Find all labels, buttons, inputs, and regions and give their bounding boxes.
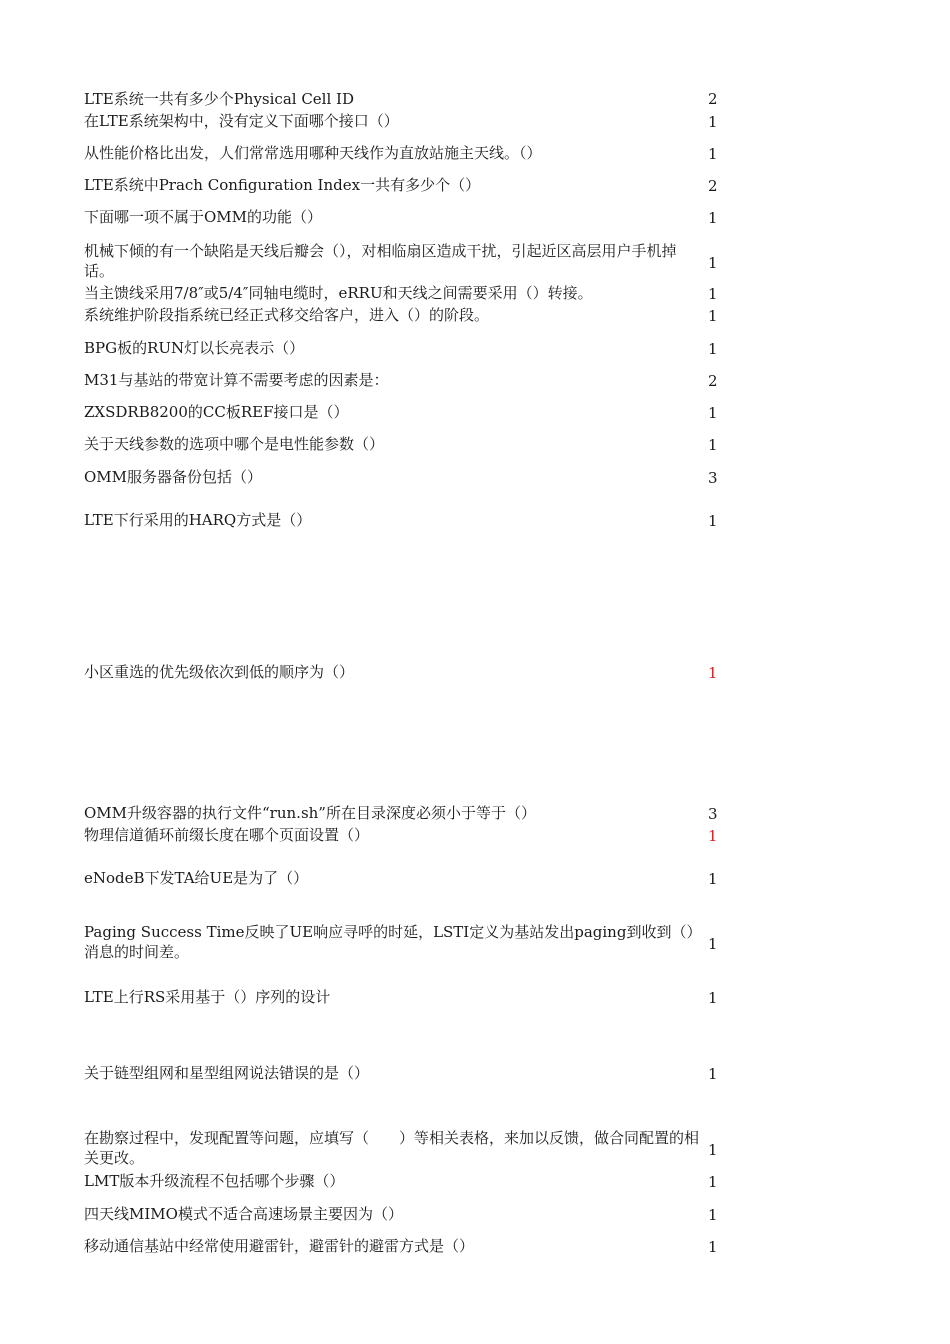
question-text: 四天线MIMO模式不适合高速场景主要因为（） <box>84 1205 403 1223</box>
question-text: LTE下行采用的HARQ方式是（） <box>84 511 312 529</box>
question-count: 1 <box>708 870 718 888</box>
question-count: 1 <box>708 827 718 845</box>
question-count: 1 <box>708 145 718 163</box>
question-count: 1 <box>708 935 718 953</box>
question-text: 当主馈线采用7/8″或5/4″同轴电缆时，eRRU和天线之间需要采用（）转接。 <box>84 284 593 302</box>
question-count: 2 <box>708 90 718 108</box>
question-text: 关于天线参数的选项中哪个是电性能参数（） <box>84 435 385 453</box>
question-count: 1 <box>708 1065 718 1083</box>
question-count: 1 <box>708 285 718 303</box>
question-text: 机械下倾的有一个缺陷是天线后瓣会（），对相临扇区造成干扰，引起近区高层用户手机掉话。 <box>84 242 677 280</box>
question-count: 1 <box>708 254 718 272</box>
question-text: 移动通信基站中经常使用避雷针，避雷针的避雷方式是（） <box>84 1237 475 1255</box>
question-text: LTE系统中Prach Configuration Index一共有多少个（） <box>84 176 481 194</box>
question-count: 1 <box>708 1141 718 1159</box>
question-text: 从性能价格比出发，人们常常选用哪种天线作为直放站施主天线。（） <box>84 144 542 162</box>
question-count: 1 <box>708 512 718 530</box>
question-count: 3 <box>708 469 718 487</box>
question-count: 1 <box>708 307 718 325</box>
question-text: LTE系统一共有多少个Physical Cell ID <box>84 90 354 108</box>
question-text: 在勘察过程中，发现配置等问题，应填写（ ）等相关表格，来加以反馈，做合同配置的相关更改。 <box>84 1129 700 1167</box>
question-text: BPG板的RUN灯以长亮表示（） <box>84 339 305 357</box>
question-text: eNodeB下发TA给UE是为了（） <box>84 869 309 887</box>
question-count: 1 <box>708 1238 718 1256</box>
question-text: OMM升级容器的执行文件“run.sh”所在目录深度必须小于等于（） <box>84 804 536 822</box>
question-text: M31与基站的带宽计算不需要考虑的因素是： <box>84 371 389 389</box>
question-count: 2 <box>708 177 718 195</box>
question-count: 1 <box>708 989 718 1007</box>
question-count: 1 <box>708 1206 718 1224</box>
question-count: 1 <box>708 436 718 454</box>
question-count: 1 <box>708 664 718 682</box>
question-count: 1 <box>708 209 718 227</box>
question-text: LTE上行RS采用基于（）序列的设计 <box>84 988 331 1006</box>
question-text: 在LTE系统架构中，没有定义下面哪个接口（） <box>84 112 399 130</box>
question-count: 1 <box>708 113 718 131</box>
question-text: 小区重选的优先级依次到低的顺序为（） <box>84 663 355 681</box>
question-text: 系统维护阶段指系统已经正式移交给客户，进入（）的阶段。 <box>84 306 490 324</box>
question-count: 1 <box>708 340 718 358</box>
question-count: 1 <box>708 404 718 422</box>
question-count: 2 <box>708 372 718 390</box>
question-text: 物理信道循环前缀长度在哪个页面设置（） <box>84 826 370 844</box>
question-text: 关于链型组网和星型组网说法错误的是（） <box>84 1064 370 1082</box>
question-count: 3 <box>708 805 718 823</box>
question-count: 1 <box>708 1173 718 1191</box>
question-text: 下面哪一项不属于OMM的功能（） <box>84 208 323 226</box>
question-text: ZXSDRB8200的CC板REF接口是（） <box>84 403 349 421</box>
question-text: Paging Success Time反映了UE响应寻呼的时延，LSTI定义为基站发出paging到收到（）消息的时间差。 <box>84 923 702 961</box>
question-text: LMT版本升级流程不包括哪个步骤（） <box>84 1172 345 1190</box>
question-text: OMM服务器备份包括（） <box>84 468 263 486</box>
